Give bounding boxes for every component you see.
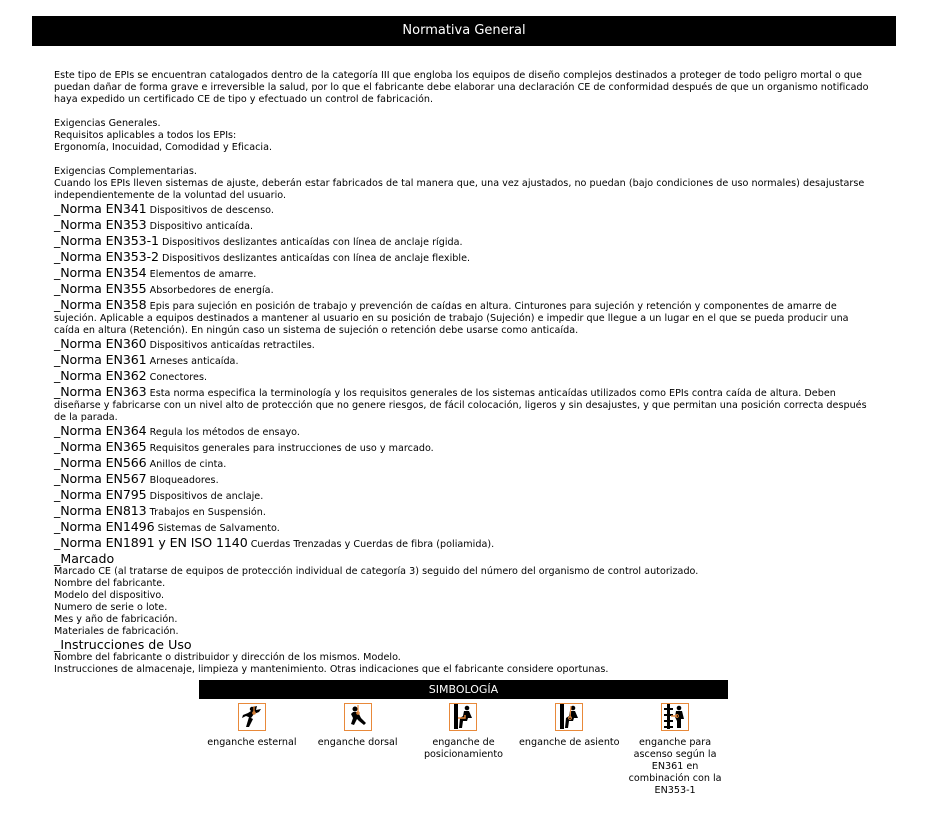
norma-item <box>54 488 874 504</box>
norma-desc: Dispositivos anticaídas retractiles. <box>149 340 315 351</box>
simbologia-legend <box>199 703 728 797</box>
symbol-item <box>199 703 305 797</box>
norma-desc: Bloqueadores. <box>149 475 219 486</box>
instrucciones-title: _Instrucciones de Uso <box>54 637 192 652</box>
norma-code: _Norma EN567 <box>54 471 147 486</box>
norma-code: _Norma EN358 <box>54 297 147 312</box>
norma-desc: Cuerdas Trenzadas y Cuerdas de fibra (poliamida). <box>250 539 495 550</box>
simbologia-title-bar <box>199 680 728 699</box>
norma-item <box>54 353 874 369</box>
complementary-requirements-title: Exigencias Complementarias. <box>54 166 197 177</box>
norma-desc: Elementos de amarre. <box>149 269 257 280</box>
norma-desc: Epis para sujeción en posición de trabajo y prevención de caídas en altura. Cinturones para sujeción y retención y componentes de amarre de sujeción. Aplicable a equipos destinados a mantener al usuario en su posición de trabajo (Sujeción) e impedir que llegue a un lugar en el que se pueda producir una caída en altura (Retención). En ningún caso un sistema de sujeción o retención debe usarse como anticaída. <box>54 301 849 336</box>
instrucciones-line: Nombre del fabricante o distribuidor y dirección de los mismos. Modelo. <box>54 652 401 663</box>
ascent-attachment-icon <box>661 703 689 731</box>
symbol-label: enganche para ascenso según la EN361 en combinación con la EN353-1 <box>628 737 722 796</box>
norma-desc: Dispositivos de anclaje. <box>149 491 264 502</box>
norma-code: _Norma EN355 <box>54 281 147 296</box>
marcado-line: Nombre del fabricante. <box>54 578 166 589</box>
norma-code: _Norma EN353-1 <box>54 233 159 248</box>
symbol-item <box>516 703 622 797</box>
intro-paragraph: Este tipo de EPIs se encuentran catalogados dentro de la categoría III que engloba los equipos de diseño complejos destinados a proteger de todo peligro mortal o que puedan dañar de forma grave e irreversible la salud, por lo que el fabricante debe elaborar una declaración CE de conformidad después de que un organismo notificado haya expedido un certificado CE de tipo y efectuado un control de fabricación. <box>54 70 869 105</box>
symbol-item <box>622 703 728 797</box>
norma-desc: Sistemas de Salvamento. <box>157 523 280 534</box>
norma-item <box>54 250 874 266</box>
norma-desc: Absorbedores de energía. <box>149 285 274 296</box>
norma-desc: Dispositivos de descenso. <box>149 205 274 216</box>
norma-code: _Norma EN353 <box>54 217 147 232</box>
marcado-line: Mes y año de fabricación. <box>54 614 178 625</box>
simbologia-title: SIMBOLOGÍA <box>428 683 499 696</box>
instrucciones-line: Instrucciones de almacenaje, limpieza y mantenimiento. Otras indicaciones que el fabricante considere oportunas. <box>54 664 609 675</box>
symbol-label: enganche dorsal <box>317 737 398 748</box>
general-requirements-title: Exigencias Generales. <box>54 118 161 129</box>
positioning-attachment-icon <box>449 703 477 731</box>
symbol-item <box>411 703 517 797</box>
sternal-attachment-icon <box>238 703 266 731</box>
seat-attachment-icon <box>555 703 583 731</box>
norma-code: _Norma EN341 <box>54 201 147 216</box>
norma-code: _Norma EN353-2 <box>54 249 159 264</box>
norma-desc: Anillos de cinta. <box>149 459 227 470</box>
dorsal-attachment-icon <box>344 703 372 731</box>
content-area <box>54 70 874 676</box>
norma-desc: Dispositivos deslizantes anticaídas con línea de anclaje rígida. <box>162 237 463 248</box>
norma-item <box>54 472 874 488</box>
general-requirements-line: Ergonomía, Inocuidad, Comodidad y Eficacia. <box>54 142 273 153</box>
norma-code: _Norma EN362 <box>54 368 147 383</box>
norma-item <box>54 424 874 440</box>
norma-desc: Conectores. <box>149 372 208 383</box>
symbol-label: enganche esternal <box>207 737 297 748</box>
marcado-line: Materiales de fabricación. <box>54 626 179 637</box>
norma-item <box>54 385 874 424</box>
norma-item <box>54 234 874 250</box>
norma-desc: Arneses anticaída. <box>149 356 239 367</box>
norma-code: _Norma EN1496 <box>54 519 155 534</box>
symbol-item <box>305 703 411 797</box>
norma-item <box>54 337 874 353</box>
symbol-label: enganche de posicionamiento <box>423 737 503 760</box>
norma-item <box>54 298 874 337</box>
marcado-line: Numero de serie o lote. <box>54 602 168 613</box>
norma-item <box>54 218 874 234</box>
norma-item <box>54 520 874 536</box>
norma-desc: Regula los métodos de ensayo. <box>149 427 300 438</box>
normas-list <box>54 202 874 552</box>
norma-desc: Dispositivo anticaída. <box>149 221 254 232</box>
norma-desc: Trabajos en Suspensión. <box>149 507 266 518</box>
norma-code: _Norma EN361 <box>54 352 147 367</box>
symbol-label: enganche de asiento <box>519 737 620 748</box>
norma-item <box>54 282 874 298</box>
norma-item <box>54 266 874 282</box>
norma-desc: Esta norma especifica la terminología y los requisitos generales de los sistemas anticaídas utilizados como EPIs contra caída de altura. Deben diseñarse y fabricarse con un nivel alto de protección que no genere riesgos, de fácil colocación, ligeros y sin desajustes, y que permitan una posición correcta después de la parada. <box>54 388 867 423</box>
marcado-line: Modelo del dispositivo. <box>54 590 165 601</box>
norma-item <box>54 536 874 552</box>
norma-code: _Norma EN795 <box>54 487 147 502</box>
page-title-bar <box>32 16 896 46</box>
page-title: Normativa General <box>402 23 526 38</box>
norma-code: _Norma EN365 <box>54 439 147 454</box>
marcado-line: Marcado CE (al tratarse de equipos de protección individual de categoría 3) seguido del número del organismo de control autorizado. <box>54 566 699 577</box>
norma-code: _Norma EN813 <box>54 503 147 518</box>
norma-code: _Norma EN566 <box>54 455 147 470</box>
norma-desc: Requisitos generales para instrucciones de uso y marcado. <box>149 443 434 454</box>
norma-code: _Norma EN354 <box>54 265 147 280</box>
norma-item <box>54 202 874 218</box>
norma-desc: Dispositivos deslizantes anticaídas con línea de anclaje flexible. <box>162 253 471 264</box>
norma-item <box>54 369 874 385</box>
marcado-title: _Marcado <box>54 551 115 566</box>
norma-item <box>54 440 874 456</box>
complementary-requirements-text: Cuando los EPIs lleven sistemas de ajuste, deberán estar fabricados de tal manera que, una vez ajustados, no puedan (bajo condiciones de uso normales) desajustarse independientemente de la voluntad del usuario. <box>54 178 865 201</box>
norma-code: _Norma EN363 <box>54 384 147 399</box>
general-requirements-line: Requisitos aplicables a todos los EPIs: <box>54 130 237 141</box>
norma-item <box>54 504 874 520</box>
norma-item <box>54 456 874 472</box>
norma-code: _Norma EN1891 y EN ISO 1140 <box>54 535 248 550</box>
norma-code: _Norma EN364 <box>54 423 147 438</box>
norma-code: _Norma EN360 <box>54 336 147 351</box>
